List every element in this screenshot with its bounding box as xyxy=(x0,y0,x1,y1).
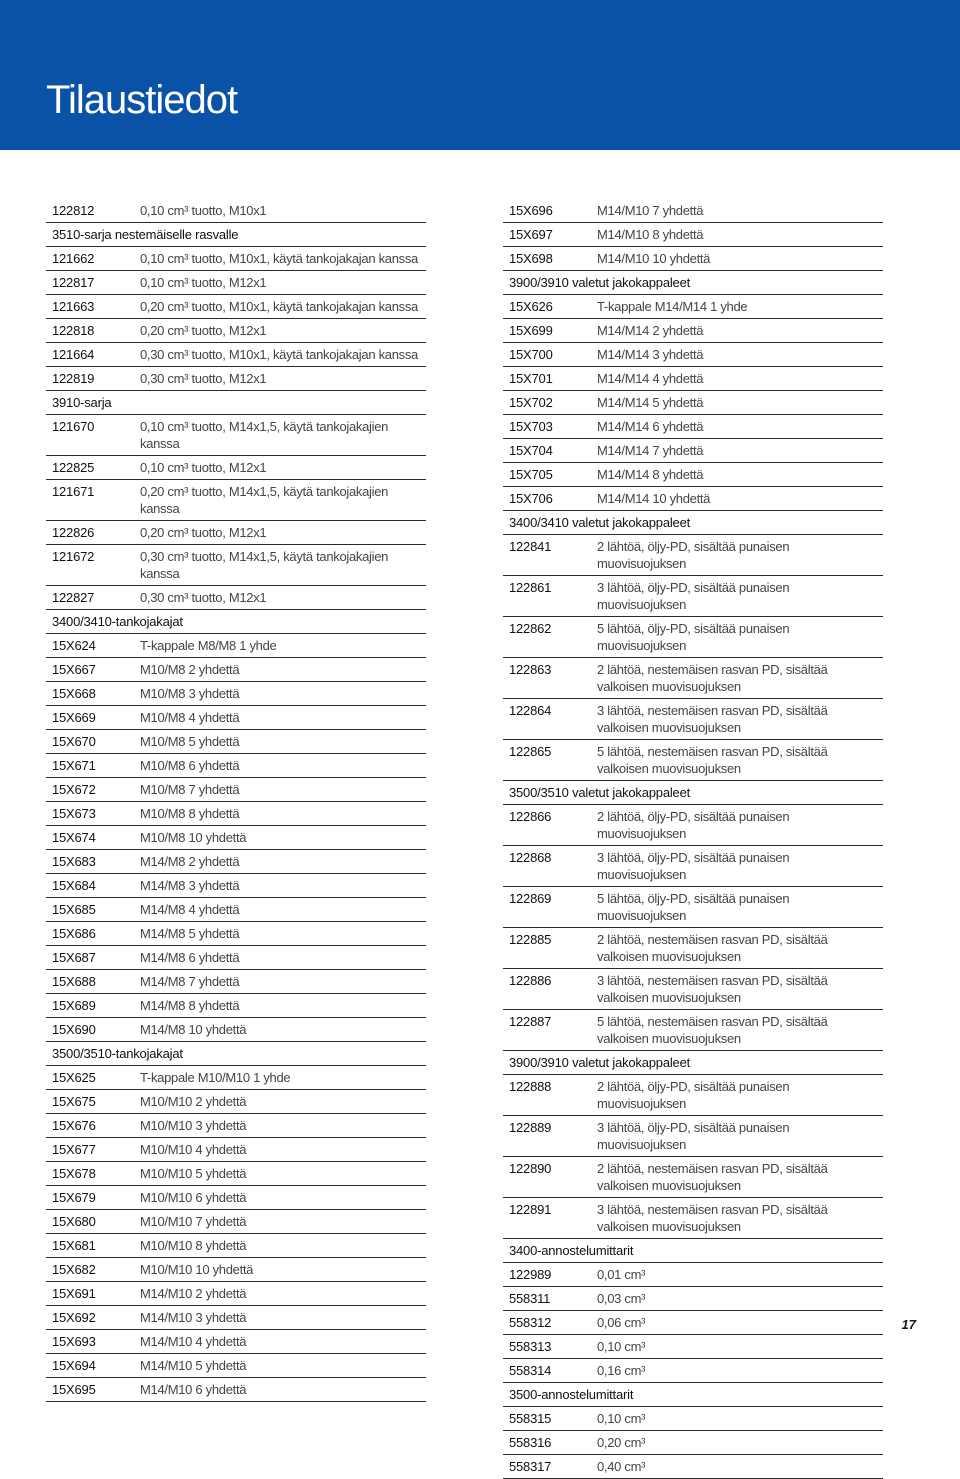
product-description: M10/M10 5 yhdettä xyxy=(140,1166,247,1181)
product-description: 0,10 cm³ tuotto, M14x1,5, käytä tankojakajien kanssa xyxy=(140,419,389,451)
product-code: 15X701 xyxy=(509,371,553,386)
section-label: 3910-sarja xyxy=(52,395,112,410)
product-code: 122888 xyxy=(509,1079,552,1094)
product-code: 15X685 xyxy=(52,902,96,917)
product-code: 15X704 xyxy=(509,443,553,458)
product-description: M10/M8 4 yhdettä xyxy=(140,710,240,725)
table-row xyxy=(46,994,426,1018)
product-description: M14/M10 8 yhdettä xyxy=(597,227,704,242)
product-code: 558312 xyxy=(509,1315,552,1330)
section-label: 3500-annostelumittarit xyxy=(509,1387,634,1402)
product-code: 15X624 xyxy=(52,638,96,653)
product-code: 15X669 xyxy=(52,710,96,725)
product-description: 0,20 cm³ tuotto, M12x1 xyxy=(140,525,267,540)
table-row xyxy=(503,463,883,487)
table-row xyxy=(46,730,426,754)
product-code: 15X671 xyxy=(52,758,96,773)
table-row xyxy=(503,699,883,740)
product-description: M14/M8 7 yhdettä xyxy=(140,974,240,989)
product-code: 15X688 xyxy=(52,974,96,989)
table-row xyxy=(503,1116,883,1157)
table-row xyxy=(46,1018,426,1042)
table-row xyxy=(503,415,883,439)
product-description: M10/M8 5 yhdettä xyxy=(140,734,240,749)
product-code: 15X702 xyxy=(509,395,553,410)
product-description: 2 lähtöä, öljy-PD, sisältää punaisen muovisuojuksen xyxy=(597,1079,790,1111)
product-description: T-kappale M8/M8 1 yhde xyxy=(140,638,277,653)
page-header xyxy=(0,0,960,150)
product-code: 122889 xyxy=(509,1120,552,1135)
product-code: 15X691 xyxy=(52,1286,96,1301)
product-code: 121662 xyxy=(52,251,95,266)
table-row xyxy=(503,887,883,928)
product-description: M10/M10 10 yhdettä xyxy=(140,1262,254,1277)
table-row xyxy=(46,343,426,367)
product-description: 3 lähtöä, nestemäisen rasvan PD, sisältää valkoisen muovisuojuksen xyxy=(597,703,828,735)
table-row xyxy=(503,969,883,1010)
product-code: 15X675 xyxy=(52,1094,96,1109)
section-label: 3500/3510 valetut jakokappaleet xyxy=(509,785,691,800)
product-description: 0,10 cm³ xyxy=(597,1411,646,1426)
product-description: 0,16 cm³ xyxy=(597,1363,646,1378)
product-code: 122862 xyxy=(509,621,552,636)
product-code: 121663 xyxy=(52,299,95,314)
table-row xyxy=(503,295,883,319)
table-row xyxy=(503,1311,883,1335)
product-description: 0,01 cm³ xyxy=(597,1267,646,1282)
section-heading xyxy=(46,610,426,634)
product-code: 558314 xyxy=(509,1363,552,1378)
table-row xyxy=(46,1378,426,1402)
product-code: 122861 xyxy=(509,580,552,595)
table-row xyxy=(503,1075,883,1116)
product-code: 122891 xyxy=(509,1202,552,1217)
product-code: 558311 xyxy=(509,1291,551,1306)
page-title: Tilaustiedot xyxy=(46,78,238,122)
product-code: 15X676 xyxy=(52,1118,96,1133)
section-heading xyxy=(46,391,426,415)
product-description: M14/M8 2 yhdettä xyxy=(140,854,240,869)
product-description: 3 lähtöä, öljy-PD, sisältää punaisen muovisuojuksen xyxy=(597,1120,790,1152)
section-label: 3900/3910 valetut jakokappaleet xyxy=(509,1055,691,1070)
product-description: 0,03 cm³ xyxy=(597,1291,646,1306)
product-description: 0,10 cm³ tuotto, M10x1 xyxy=(140,203,267,218)
product-description: 0,10 cm³ xyxy=(597,1339,646,1354)
product-code: 15X690 xyxy=(52,1022,96,1037)
product-description: M14/M14 8 yhdettä xyxy=(597,467,704,482)
product-code: 122865 xyxy=(509,744,552,759)
table-row xyxy=(46,545,426,586)
section-heading xyxy=(503,781,883,805)
table-row xyxy=(503,1198,883,1239)
product-description: 2 lähtöä, öljy-PD, sisältää punaisen muovisuojuksen xyxy=(597,539,790,571)
product-code: 15X706 xyxy=(509,491,553,506)
table-row xyxy=(46,1066,426,1090)
product-code: 15X670 xyxy=(52,734,96,749)
product-description: 0,40 cm³ xyxy=(597,1459,646,1474)
product-description: M14/M10 5 yhdettä xyxy=(140,1358,247,1373)
product-description: M10/M8 3 yhdettä xyxy=(140,686,240,701)
table-row xyxy=(46,247,426,271)
product-description: M14/M10 10 yhdettä xyxy=(597,251,711,266)
product-description: M14/M10 4 yhdettä xyxy=(140,1334,247,1349)
product-description: 3 lähtöä, öljy-PD, sisältää punaisen muovisuojuksen xyxy=(597,580,790,612)
section-label: 3500/3510-tankojakajat xyxy=(52,1046,183,1061)
product-code: 15X694 xyxy=(52,1358,96,1373)
product-code: 15X625 xyxy=(52,1070,96,1085)
product-code: 15X677 xyxy=(52,1142,96,1157)
table-row xyxy=(503,1010,883,1051)
product-code: 15X705 xyxy=(509,467,553,482)
product-description: 0,30 cm³ tuotto, M10x1, käytä tankojakajan kanssa xyxy=(140,347,418,362)
table-row xyxy=(46,271,426,295)
product-description: M10/M8 7 yhdettä xyxy=(140,782,240,797)
table-row xyxy=(503,319,883,343)
section-heading xyxy=(46,1042,426,1066)
product-description: M14/M14 2 yhdettä xyxy=(597,323,704,338)
section-label: 3900/3910 valetut jakokappaleet xyxy=(509,275,691,290)
section-heading xyxy=(46,223,426,247)
table-row xyxy=(503,805,883,846)
table-row xyxy=(46,706,426,730)
product-code: 122825 xyxy=(52,460,95,475)
product-description: 0,30 cm³ tuotto, M12x1 xyxy=(140,590,267,605)
product-description: M14/M8 5 yhdettä xyxy=(140,926,240,941)
table-row xyxy=(503,1287,883,1311)
product-code: 122826 xyxy=(52,525,95,540)
product-code: 121671 xyxy=(52,484,95,499)
product-code: 15X700 xyxy=(509,347,553,362)
page-number: 17 xyxy=(901,1317,916,1332)
product-description: 3 lähtöä, öljy-PD, sisältää punaisen muovisuojuksen xyxy=(597,850,790,882)
table-row xyxy=(46,1090,426,1114)
product-code: 15X681 xyxy=(52,1238,96,1253)
product-code: 15X667 xyxy=(52,662,96,677)
table-row xyxy=(503,247,883,271)
table-row xyxy=(46,682,426,706)
table-row xyxy=(46,367,426,391)
table-row xyxy=(46,480,426,521)
product-description: M10/M10 4 yhdettä xyxy=(140,1142,247,1157)
table-row xyxy=(46,850,426,874)
product-code: 15X687 xyxy=(52,950,96,965)
table-row xyxy=(46,456,426,480)
table-row xyxy=(503,928,883,969)
product-code: 15X672 xyxy=(52,782,96,797)
table-row xyxy=(46,295,426,319)
product-description: 0,20 cm³ tuotto, M10x1, käytä tankojakajan kanssa xyxy=(140,299,418,314)
product-description: M14/M10 2 yhdettä xyxy=(140,1286,247,1301)
product-code: 15X679 xyxy=(52,1190,96,1205)
section-heading xyxy=(503,1051,883,1075)
product-description: M10/M8 8 yhdettä xyxy=(140,806,240,821)
table-row xyxy=(503,1335,883,1359)
product-description: M14/M8 3 yhdettä xyxy=(140,878,240,893)
product-code: 122869 xyxy=(509,891,552,906)
product-code: 122989 xyxy=(509,1267,552,1282)
table-row xyxy=(503,223,883,247)
product-description: M10/M8 10 yhdettä xyxy=(140,830,247,845)
product-code: 15X674 xyxy=(52,830,96,845)
product-code: 15X680 xyxy=(52,1214,96,1229)
table-row xyxy=(46,778,426,802)
product-description: M14/M14 6 yhdettä xyxy=(597,419,704,434)
section-label: 3400/3410 valetut jakokappaleet xyxy=(509,515,691,530)
table-row xyxy=(503,658,883,699)
table-row xyxy=(46,521,426,545)
product-code: 15X697 xyxy=(509,227,553,242)
product-code: 15X699 xyxy=(509,323,553,338)
product-code: 121672 xyxy=(52,549,95,564)
table-row xyxy=(46,1306,426,1330)
table-row xyxy=(46,970,426,994)
table-row xyxy=(503,1263,883,1287)
product-code: 15X692 xyxy=(52,1310,96,1325)
product-description: M14/M10 6 yhdettä xyxy=(140,1382,247,1397)
product-code: 15X686 xyxy=(52,926,96,941)
product-description: 3 lähtöä, nestemäisen rasvan PD, sisältää valkoisen muovisuojuksen xyxy=(597,973,828,1005)
section-label: 3400/3410-tankojakajat xyxy=(52,614,183,629)
product-code: 122812 xyxy=(52,203,95,218)
product-code: 558316 xyxy=(509,1435,552,1450)
product-description: M10/M8 2 yhdettä xyxy=(140,662,240,677)
product-code: 558313 xyxy=(509,1339,552,1354)
product-description: M14/M8 8 yhdettä xyxy=(140,998,240,1013)
table-row xyxy=(503,576,883,617)
product-description: M10/M10 3 yhdettä xyxy=(140,1118,247,1133)
product-description: 5 lähtöä, öljy-PD, sisältää punaisen muovisuojuksen xyxy=(597,621,790,653)
product-description: 0,10 cm³ tuotto, M12x1 xyxy=(140,275,267,290)
table-row xyxy=(46,922,426,946)
table-row xyxy=(46,898,426,922)
product-description: 2 lähtöä, nestemäisen rasvan PD, sisältää valkoisen muovisuojuksen xyxy=(597,662,828,694)
product-description: M14/M8 10 yhdettä xyxy=(140,1022,247,1037)
product-code: 15X703 xyxy=(509,419,553,434)
product-description: M10/M10 7 yhdettä xyxy=(140,1214,247,1229)
product-code: 122863 xyxy=(509,662,552,677)
product-code: 15X678 xyxy=(52,1166,96,1181)
product-description: M10/M10 8 yhdettä xyxy=(140,1238,247,1253)
product-description: 0,10 cm³ tuotto, M10x1, käytä tankojakajan kanssa xyxy=(140,251,418,266)
product-description: M14/M10 3 yhdettä xyxy=(140,1310,247,1325)
table-row xyxy=(46,802,426,826)
section-label: 3510-sarja nestemäiselle rasvalle xyxy=(52,227,239,242)
table-row xyxy=(503,199,883,223)
product-description: M14/M14 7 yhdettä xyxy=(597,443,704,458)
table-row xyxy=(503,846,883,887)
table-row xyxy=(503,439,883,463)
product-code: 121664 xyxy=(52,347,95,362)
table-row xyxy=(46,415,426,456)
product-code: 122864 xyxy=(509,703,552,718)
section-heading xyxy=(503,1239,883,1263)
table-row xyxy=(46,826,426,850)
table-row xyxy=(46,1210,426,1234)
product-description: 2 lähtöä, nestemäisen rasvan PD, sisältää valkoisen muovisuojuksen xyxy=(597,1161,828,1193)
table-row xyxy=(46,1162,426,1186)
product-code: 122885 xyxy=(509,932,552,947)
product-code: 122819 xyxy=(52,371,95,386)
product-code: 122841 xyxy=(509,539,552,554)
product-code: 558315 xyxy=(509,1411,552,1426)
product-description: 0,20 cm³ xyxy=(597,1435,646,1450)
table-row xyxy=(46,1234,426,1258)
product-description: M14/M14 3 yhdettä xyxy=(597,347,704,362)
product-code: 122886 xyxy=(509,973,552,988)
table-row xyxy=(46,946,426,970)
table-row xyxy=(46,199,426,223)
table-row xyxy=(46,1330,426,1354)
product-description: M10/M10 2 yhdettä xyxy=(140,1094,247,1109)
table-row xyxy=(503,1157,883,1198)
product-description: 0,10 cm³ tuotto, M12x1 xyxy=(140,460,267,475)
table-row xyxy=(46,1114,426,1138)
product-description: 3 lähtöä, nestemäisen rasvan PD, sisältää valkoisen muovisuojuksen xyxy=(597,1202,828,1234)
product-description: 0,30 cm³ tuotto, M12x1 xyxy=(140,371,267,386)
table-row xyxy=(503,1407,883,1431)
section-heading xyxy=(503,1383,883,1407)
product-code: 15X668 xyxy=(52,686,96,701)
product-code: 122868 xyxy=(509,850,552,865)
product-description: T-kappale M14/M14 1 yhde xyxy=(597,299,748,314)
table-row xyxy=(46,586,426,610)
product-description: 5 lähtöä, öljy-PD, sisältää punaisen muovisuojuksen xyxy=(597,891,790,923)
product-code: 15X682 xyxy=(52,1262,96,1277)
table-row xyxy=(503,535,883,576)
table-row xyxy=(503,391,883,415)
order-table-right xyxy=(503,199,883,1479)
product-description: M14/M14 10 yhdettä xyxy=(597,491,711,506)
product-description: 5 lähtöä, nestemäisen rasvan PD, sisältää valkoisen muovisuojuksen xyxy=(597,1014,828,1046)
product-description: 0,20 cm³ tuotto, M12x1 xyxy=(140,323,267,338)
product-description: 2 lähtöä, öljy-PD, sisältää punaisen muovisuojuksen xyxy=(597,809,790,841)
product-description: 0,30 cm³ tuotto, M14x1,5, käytä tankojakajien kanssa xyxy=(140,549,389,581)
order-table-left xyxy=(46,199,426,1402)
product-code: 122827 xyxy=(52,590,95,605)
section-label: 3400-annostelumittarit xyxy=(509,1243,634,1258)
product-description: M14/M8 4 yhdettä xyxy=(140,902,240,917)
product-code: 15X626 xyxy=(509,299,553,314)
product-description: 0,20 cm³ tuotto, M14x1,5, käytä tankojakajien kanssa xyxy=(140,484,389,516)
product-description: M10/M10 6 yhdettä xyxy=(140,1190,247,1205)
table-row xyxy=(503,617,883,658)
product-description: 0,06 cm³ xyxy=(597,1315,646,1330)
product-code: 15X693 xyxy=(52,1334,96,1349)
section-heading xyxy=(503,271,883,295)
table-row xyxy=(503,1431,883,1455)
product-description: M14/M14 5 yhdettä xyxy=(597,395,704,410)
table-row xyxy=(46,634,426,658)
product-description: 5 lähtöä, nestemäisen rasvan PD, sisältää valkoisen muovisuojuksen xyxy=(597,744,828,776)
table-row xyxy=(503,1455,883,1479)
table-row xyxy=(46,1186,426,1210)
product-description: M14/M10 7 yhdettä xyxy=(597,203,704,218)
product-code: 122817 xyxy=(52,275,95,290)
table-row xyxy=(46,658,426,682)
product-description: M14/M8 6 yhdettä xyxy=(140,950,240,965)
section-heading xyxy=(503,511,883,535)
table-row xyxy=(46,1282,426,1306)
product-code: 15X696 xyxy=(509,203,553,218)
product-code: 122818 xyxy=(52,323,95,338)
table-row xyxy=(46,1354,426,1378)
table-row xyxy=(503,1359,883,1383)
product-code: 558317 xyxy=(509,1459,552,1474)
table-row xyxy=(46,1138,426,1162)
product-description: T-kappale M10/M10 1 yhde xyxy=(140,1070,291,1085)
product-code: 15X683 xyxy=(52,854,96,869)
table-row xyxy=(503,343,883,367)
table-row xyxy=(46,1258,426,1282)
product-description: M10/M8 6 yhdettä xyxy=(140,758,240,773)
table-row xyxy=(503,740,883,781)
table-row xyxy=(503,367,883,391)
product-code: 15X673 xyxy=(52,806,96,821)
table-row xyxy=(46,874,426,898)
product-code: 15X695 xyxy=(52,1382,96,1397)
product-code: 15X684 xyxy=(52,878,96,893)
table-row xyxy=(46,319,426,343)
product-code: 15X698 xyxy=(509,251,553,266)
product-code: 122890 xyxy=(509,1161,552,1176)
table-row xyxy=(46,754,426,778)
product-code: 15X689 xyxy=(52,998,96,1013)
product-description: 2 lähtöä, nestemäisen rasvan PD, sisältää valkoisen muovisuojuksen xyxy=(597,932,828,964)
product-code: 121670 xyxy=(52,419,95,434)
product-description: M14/M14 4 yhdettä xyxy=(597,371,704,386)
product-code: 122866 xyxy=(509,809,552,824)
table-row xyxy=(503,487,883,511)
product-code: 122887 xyxy=(509,1014,552,1029)
